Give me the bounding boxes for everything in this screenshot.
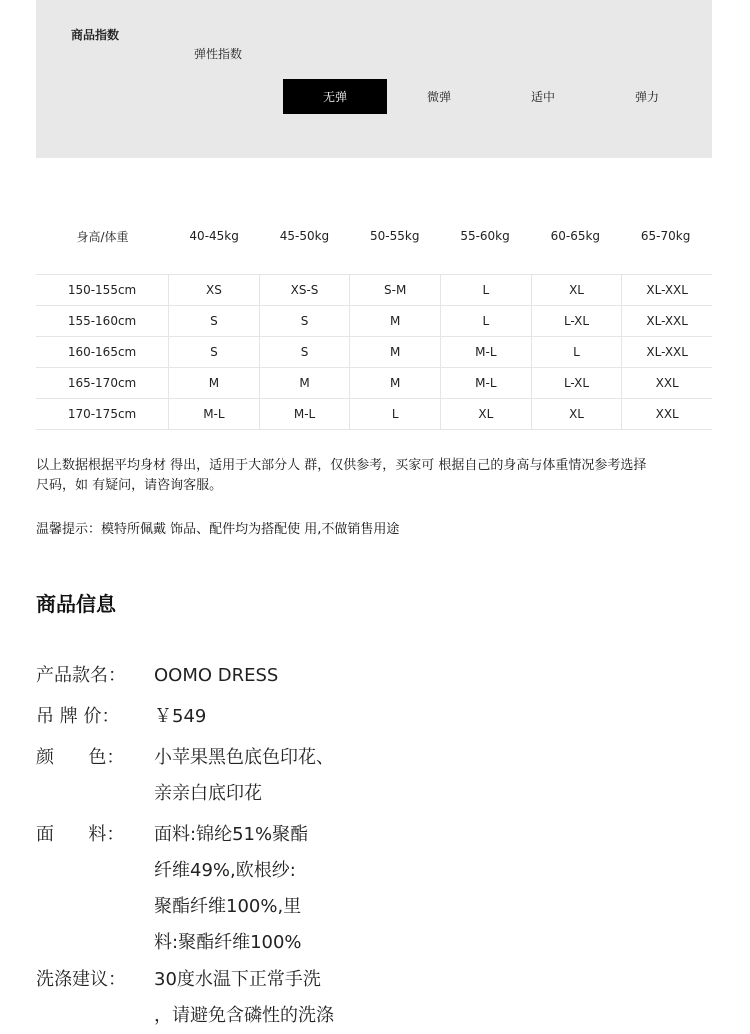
size-table-header (36, 225, 712, 247)
size-cell: L (531, 337, 622, 367)
header-weight: 55-60kg (460, 229, 510, 243)
product-name-row (36, 658, 278, 694)
size-cell: M (349, 306, 440, 336)
row-height: 150-155cm (67, 283, 137, 297)
color-line: 亲亲白底印花 (154, 783, 262, 804)
size-cell: M-L (168, 399, 259, 429)
size-cell: L (349, 399, 440, 429)
size-cell: S (168, 306, 259, 336)
size-cell: L (440, 306, 531, 336)
fabric-row (36, 817, 308, 961)
wash-value (154, 962, 334, 1034)
table-row (36, 399, 712, 430)
tag-price-value: ￥549 (154, 706, 207, 727)
size-cell: M-L (440, 368, 531, 398)
size-cell: M (259, 368, 350, 398)
size-cell: XS (168, 275, 259, 305)
header-weight: 65-70kg (640, 229, 691, 243)
fabric-line: 聚酯纤维100%,里 (154, 896, 302, 917)
size-cell: L-XL (531, 306, 622, 336)
size-cell: XL-XXL (621, 306, 712, 336)
table-row (36, 275, 712, 306)
size-cell: L-XL (531, 368, 622, 398)
header-weight: 50-55kg (370, 229, 420, 243)
fabric-label: 面 料： (36, 824, 125, 845)
wash-line: 30度水温下正常手洗 (154, 969, 321, 990)
accessory-tip: 温馨提示：模特所佩戴 饰品、配件均为搭配使 用,不做销售用途 (36, 522, 400, 537)
row-height: 160-165cm (67, 345, 137, 359)
size-cell: XS-S (259, 275, 350, 305)
header-height-weight: 身高/体重 (76, 229, 129, 244)
product-name-value: OOMO DRESS (154, 665, 279, 686)
size-cell: M (349, 368, 440, 398)
size-cell: XL (440, 399, 531, 429)
size-cell: S (259, 337, 350, 367)
size-table (36, 274, 712, 430)
size-cell: XL (531, 275, 622, 305)
elasticity-scale (283, 79, 699, 114)
header-weight: 60-65kg (550, 229, 601, 243)
table-row (36, 337, 712, 368)
product-info-title: 商品信息 (36, 592, 116, 616)
wash-label: 洗涤建议： (36, 969, 126, 990)
size-cell: S (168, 337, 259, 367)
header-weight: 45-50kg (279, 229, 330, 243)
header-weight: 40-45kg (189, 229, 239, 243)
tag-price-row (36, 699, 206, 735)
size-cell: S-M (349, 275, 440, 305)
size-cell: M (168, 368, 259, 398)
size-cell: L (440, 275, 531, 305)
row-height: 165-170cm (67, 376, 137, 390)
size-cell: XL-XXL (621, 275, 712, 305)
size-cell: M (349, 337, 440, 367)
size-disclaimer: 以上数据根据平均身材 得出，适用于大部分人 群，仅供参考，买家可 根据自己的身高与体重情况参考选择尺码，如 有疑问，请咨询客服。 (36, 458, 647, 493)
product-name-label: 产品款名： (36, 665, 126, 686)
fabric-line: 料:聚酯纤维100% (154, 932, 302, 953)
table-row (36, 306, 712, 337)
color-line: 小苹果黑色底色印花、 (154, 747, 334, 768)
size-cell: XL (531, 399, 622, 429)
elasticity-subtitle: 弹性指数 (194, 47, 243, 61)
row-height: 155-160cm (67, 314, 137, 328)
wash-row (36, 962, 334, 1034)
elasticity-option-slight: 微弹 (426, 90, 451, 104)
elasticity-panel (36, 0, 712, 158)
size-cell: XXL (621, 368, 712, 398)
wash-line: ，请避免含磷性的洗涤 (154, 1005, 334, 1026)
fabric-line: 纤维49%,欧根纱: (154, 860, 296, 881)
table-row (36, 368, 712, 399)
size-cell: S (259, 306, 350, 336)
color-value (154, 740, 334, 812)
size-cell: XXL (621, 399, 712, 429)
size-cell: XL-XXL (621, 337, 712, 367)
tag-price-label: 吊 牌 价： (36, 706, 120, 727)
elasticity-option-moderate: 适中 (530, 90, 555, 104)
elasticity-option-none: 无弹 (283, 79, 387, 114)
size-cell: M-L (440, 337, 531, 367)
color-label: 颜 色： (36, 747, 125, 768)
fabric-value (154, 817, 308, 961)
color-row (36, 740, 334, 812)
row-height: 170-175cm (67, 407, 137, 421)
index-title: 商品指数 (71, 28, 120, 42)
size-cell: M-L (259, 399, 350, 429)
elasticity-option-stretch: 弹力 (634, 90, 659, 104)
fabric-line: 面料:锦纶51%聚酯 (154, 824, 309, 845)
